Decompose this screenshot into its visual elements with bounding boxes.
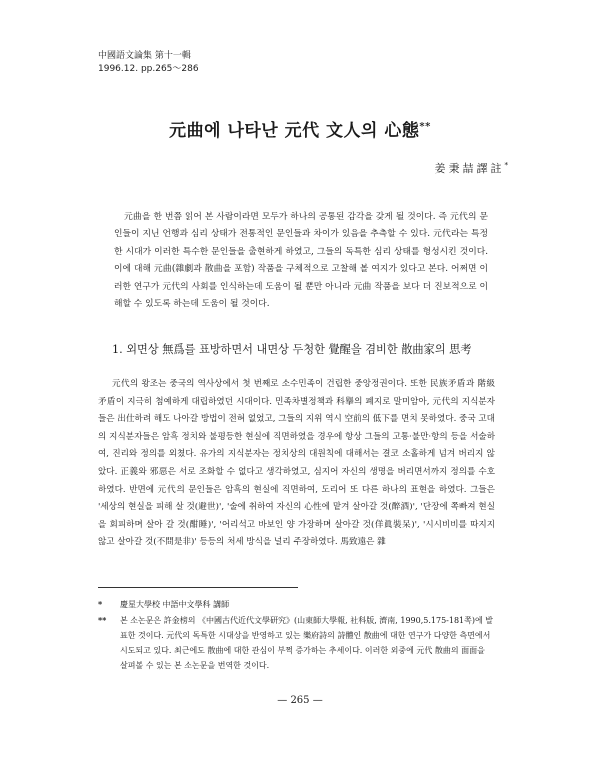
title-footnote-mark: ** <box>419 121 431 133</box>
journal-issue: 1996.12. pp.265～286 <box>98 64 199 74</box>
author-line <box>435 160 509 176</box>
footnote-1 <box>98 597 495 612</box>
journal-header <box>98 50 199 76</box>
page-number: — 265 — <box>277 695 323 706</box>
footnote-mark: ** <box>98 615 107 625</box>
footnote-text: 慶星大學校 中語中文學科 講師 <box>120 600 230 609</box>
author-name: 姜秉喆譯註 <box>434 162 505 175</box>
body-paragraph: 元代의 왕조는 중국의 역사상에서 첫 번째로 소수민족이 건립한 중앙정권이다. 또한 民族矛盾과 階級矛盾이 지극히 첨예하게 대립하였던 시대이다. 민족차별정책과 科擧의 폐지로 말미암아, 元代의 지식분자들은 出仕하려 해도 나아갈 방법이 전혀 없었고, 그들의 지위 역시 空前의 低下를 면치 못하였다. 중국 고대의 지식분자들은 암흑 정치와 불평등한 현실에 직면하였을 경우에 항상 그들의 고통·불만·항의 등을 서술하여, 진리와 정의를 외쳤다. 유가의 지식분자는 정치상의 대원칙에 대해서는 결코 소홀하게 넘겨 버리지 않았다. 正義와 邪惡은 서로 조화할 수 없다고 생각하였고, 심지어 자신의 생명을 버리면서까지 정의를 수호하였다. 반면에 元代의 문인들은 암흑의 현실에 직면하여, 도리어 또 다른 하나의 표현을 하였다. 그들은 '세상의 현실을 피해 살 것(避世)', '술에 취하여 자신의 心性에 맡겨 살아갈 것(醉酒)', '단장에 쪽빠져 현실을 회피하며 살아 갈 것(酣睡)', '어리석고 바보인 양 가장하며 살아갈 것(佯眞裝呆)', '시시비비를 따지지 않고 살아갈 것(不問是非)' 등등의 처세 방식을 널리 주장하였다. 馬致遠은 雜 <box>98 379 495 548</box>
article-title-text: 元曲에 나타난 元代 文人의 心態 <box>169 121 420 141</box>
article-title <box>0 116 600 141</box>
footnote-mark: * <box>98 599 103 609</box>
footnotes <box>98 597 495 674</box>
abstract-paragraph: 元曲을 한 번쯤 읽어 본 사람이라면 모두가 하나의 공통된 감각을 갖게 될 것이다. 즉 元代의 문인들이 지닌 언행과 심리 상태가 전통적인 문인들과 차이가 있음을 추측할 수 있다. 元代라는 특정한 시대가 이러한 특수한 문인들을 출현하게 하였고, 그들의 독특한 심리 상태를 형성시킨 것이다. 이에 대해 元曲(雜劇과 散曲을 포함) 작품을 구체적으로 고찰해 볼 여지가 있다고 본다. 어쩌면 이러한 연구가 元代의 사회를 인식하는데 도움이 될 뿐만 아니라 元曲 작품을 보다 더 진보적으로 이해할 수 있도록 하는데 도움이 될 것이다. <box>114 212 488 310</box>
journal-name: 中國語文論集 第十一輯 <box>98 51 191 61</box>
section-heading: 1. 외면상 無爲를 표방하면서 내면상 두청한 覺醒을 겸비한 散曲家의 思考 <box>112 343 472 356</box>
footnote-2 <box>98 613 495 673</box>
footnote-divider <box>98 587 298 588</box>
footnote-text: 본 소논문은 許金榜의 《中國古代近代文學研究》(山東師大學報, 社科版, 濟南, 1990,5.175-181쪽)에 발표한 것이다. 元代의 독특한 시대상을 반영하고 있는 樂府詩의 詩體인 散曲에 대한 연구가 다양한 측면에서 시도되고 있다. 최근에도 散曲에 대한 관심이 부쩍 증가하는 추세이다. 이러한 외중에 元代 散曲의 面面을 살펴볼 수 있는 본 소논문을 번역한 것이다. <box>120 616 493 670</box>
author-footnote-mark: * <box>504 161 508 170</box>
